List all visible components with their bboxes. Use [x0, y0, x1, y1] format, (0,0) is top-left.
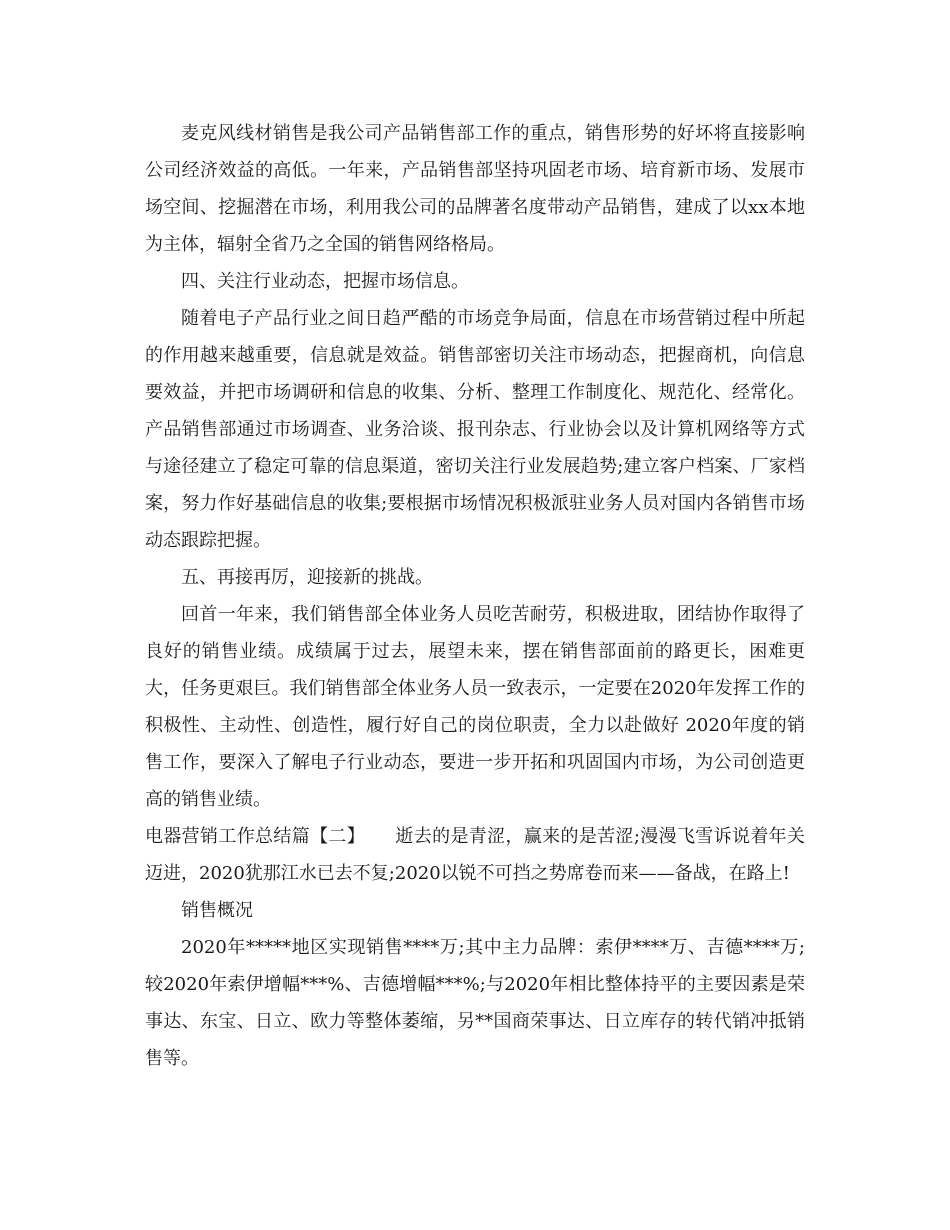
paragraph-sales-figures: 2020年*****地区实现销售****万;其中主力品牌：索伊****万、吉德****万;较2020年索伊增幅***%、吉德增幅***%;与2020年相比整体持平的主要因素是荣事达、东宝、日立、欧力等整体萎缩，另**国商荣事达、日立库存的转代销冲抵销售等。: [145, 937, 805, 1069]
heading-new-challenges: 五、再接再厉，迎接新的挑战。: [181, 567, 433, 588]
section-two-title: 电器营销工作总结篇【二】: [145, 826, 366, 847]
heading-industry-trends: 四、关注行业动态，把握市场信息。: [181, 271, 469, 292]
paragraph-market-information: 随着电子产品行业之间日趋严酷的市场竞争局面，信息在市场营销过程中所起的作用越来越重要，信息就是效益。销售部密切关注市场动态，把握商机，向信息要效益，并把市场调研和信息的收集、分析、整理工作制度化、规范化、经常化。产品销售部通过市场调查、业务洽谈、报刊杂志、行业协会以及计算机网络等方式与途径建立了稳定可靠的信息渠道，密切关注行业发展趋势;建立客户档案、厂家档案，努力作好基础信息的收集;要根据市场情况积极派驻业务人员对国内各销售市场动态跟踪把握。: [145, 308, 805, 551]
paragraph-market-network: 麦克风线材销售是我公司产品销售部工作的重点，销售形势的好坏将直接影响公司经济效益的高低。一年来，产品销售部坚持巩固老市场、培育新市场、发展市场空间、挖掘潜在市场，利用我公司的品牌著名度带动产品销售，建成了以xx本地为主体，辐射全省乃之全国的销售网络格局。: [145, 123, 805, 255]
heading-sales-overview: 销售概况: [181, 900, 253, 921]
paragraph-review-outlook: 回首一年来，我们销售部全体业务人员吃苦耐劳，积极进取，团结协作取得了良好的销售业绩。成绩属于过去，展望未来，摆在销售部面前的路更长，困难更大，任务更艰巨。我们销售部全体业务人员一致表示，一定要在2020年发挥工作的积极性、主动性、创造性，履行好自己的岗位职责，全力以赴做好 2020年度的销售工作，要深入了解电子行业动态，要进一步开拓和巩固国内市场，为公司创造更高的销售业绩。: [145, 604, 805, 810]
document-body: [145, 115, 805, 1077]
section-two-intro: 逝去的是青涩，赢来的是苦涩;漫漫飞雪诉说着年关迈进，2020犹那江水已去不复;2020以锐不可挡之势席卷而来——备战，在路上!: [145, 826, 806, 884]
section-two-block: [145, 818, 805, 892]
